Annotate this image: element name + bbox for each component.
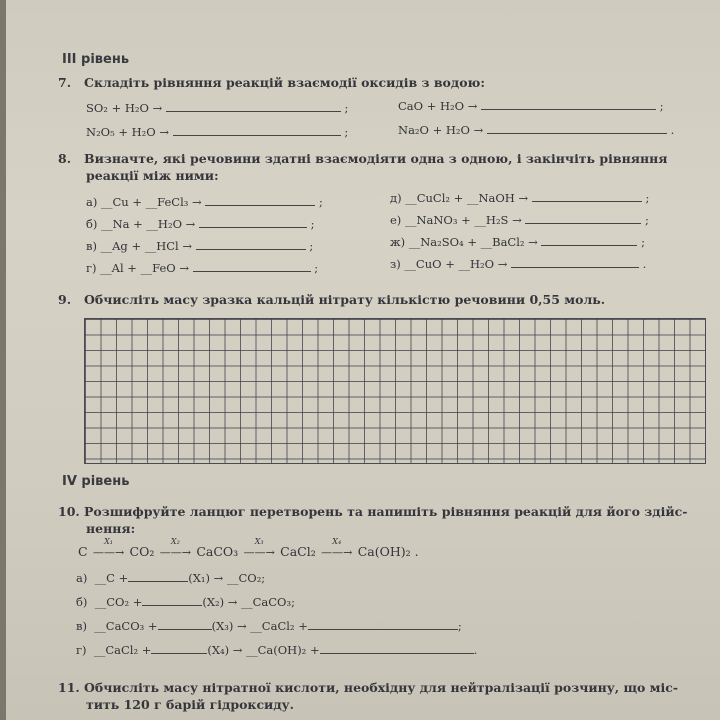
chain-arrow: X₁ ——→ (92, 537, 125, 559)
answer-line[interactable] (128, 570, 188, 582)
answer-line[interactable] (142, 594, 202, 606)
answer-line[interactable] (541, 234, 637, 246)
chain-arrow: X₃ ——→ (243, 537, 275, 559)
task-7-title: 7. Складіть рівняння реакцій взаємодії оксидів з водою: (58, 75, 485, 90)
chain-arrow: X₂ ——→ (159, 537, 191, 559)
task-7-eq-1: SO₂ + H₂O → ; (86, 101, 349, 115)
answer-line[interactable] (511, 256, 639, 268)
answer-line[interactable] (532, 190, 642, 202)
answer-line[interactable] (320, 642, 474, 654)
level-4-heading: IV рівень (62, 474, 130, 489)
task-8-eq-f: е) __NaNO₃ + __H₂S → ; (390, 213, 649, 227)
answer-grid[interactable] (84, 318, 706, 464)
task-7-eq-2: N₂O₅ + H₂O → ; (86, 125, 349, 139)
answer-line[interactable] (487, 122, 667, 134)
workbook-page (6, 0, 720, 720)
task-8-eq-d: г) __Al + __FeO → ; (86, 261, 319, 275)
answer-line[interactable] (205, 194, 315, 206)
answer-line[interactable] (166, 100, 341, 112)
task-10-eq-c: в) __CaCO₃ + (X₃) → __CaCl₂ + ; (76, 619, 462, 633)
answer-line[interactable] (481, 98, 656, 110)
answer-line[interactable] (193, 260, 311, 272)
task-10-title-cont: нення: (86, 521, 136, 536)
task-10-eq-d: г) __CaCl₂ + (X₄) → __Ca(OH)₂ + . (76, 643, 478, 657)
task-10-eq-b: б) __CO₂ + (X₂) → __CaCO₃; (76, 595, 295, 609)
answer-line[interactable] (199, 216, 307, 228)
task-7-eq-3: CaO + H₂O → ; (398, 99, 664, 113)
chain-substance: CO₂ (129, 544, 155, 559)
task-8-eq-b: б) __Na + __H₂O → ; (86, 217, 315, 231)
answer-line[interactable] (151, 642, 207, 654)
level-3-heading: III рівень (62, 52, 130, 67)
task-10-eq-a: а) __C + (X₁) → __CO₂; (76, 571, 266, 585)
task-7-eq-4: Na₂O + H₂O → . (398, 123, 675, 137)
chain-substance: CaCl₂ (280, 544, 316, 559)
task-8-eq-e: д) __CuCl₂ + __NaOH → ; (390, 191, 650, 205)
transformation-chain (78, 537, 419, 559)
answer-line[interactable] (308, 618, 458, 630)
task-8-eq-h: з) __CuO + __H₂O → . (390, 257, 647, 271)
answer-line[interactable] (173, 124, 341, 136)
task-8-eq-g: ж) __Na₂SO₄ + __BaCl₂ → ; (390, 235, 645, 249)
task-9-title: 9. Обчисліть масу зразка кальцій нітрату кількістю речовини 0,55 моль. (58, 292, 606, 307)
task-8-title-cont: реакції між ними: (86, 168, 219, 183)
chain-substance: CaCO₃ (196, 544, 239, 559)
task-8-eq-a: а) __Cu + __FeCl₃ → ; (86, 195, 323, 209)
answer-line[interactable] (525, 212, 641, 224)
task-8-title: 8. Визначте, які речовини здатні взаємодіяти одна з одною, і закінчіть рівняння (58, 151, 668, 166)
task-8-eq-c: в) __Ag + __HCl → ; (86, 239, 314, 253)
answer-line[interactable] (196, 238, 306, 250)
chain-substance: C (78, 544, 88, 559)
task-11-title-cont: тить 120 г барій гідроксиду. (86, 697, 295, 712)
task-11-title: 11. Обчисліть масу нітратної кислоти, необхідну для нейтралізації розчину, що міс- (58, 680, 679, 695)
answer-line[interactable] (158, 618, 212, 630)
chain-arrow: X₄ ——→ (321, 537, 353, 559)
chain-substance: Ca(OH)₂ . (357, 544, 419, 559)
task-10-title: 10. Розшифруйте ланцюг перетворень та напишіть рівняння реакцій для його здійс- (58, 504, 688, 519)
